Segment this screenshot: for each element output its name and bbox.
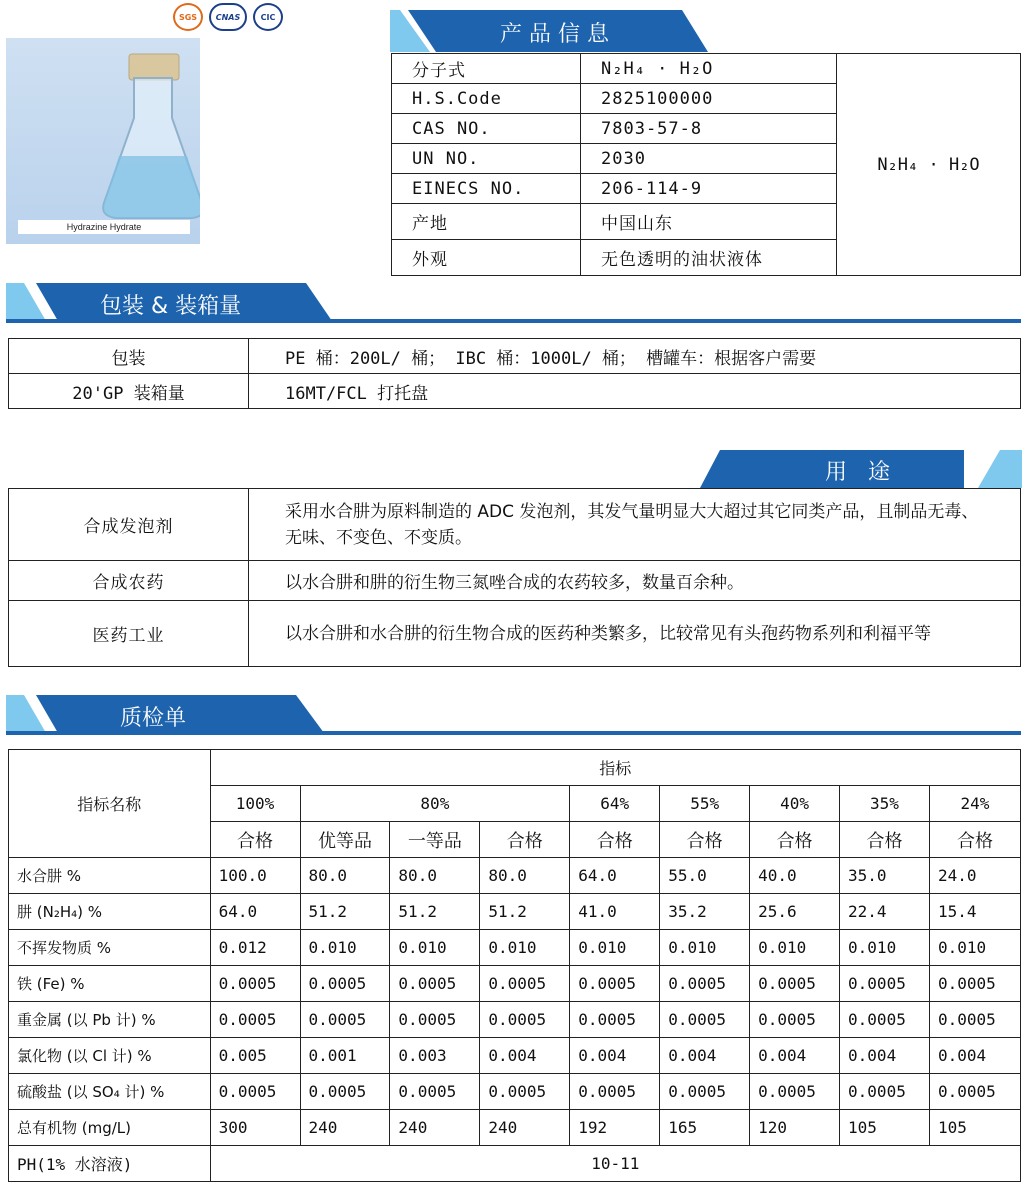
info-label: H.S.Code — [392, 84, 581, 114]
qc-concentration: 24% — [929, 786, 1020, 822]
info-value: 2030 — [581, 144, 837, 174]
packaging-title: 包装 & 装箱量 — [100, 294, 242, 319]
qc-cell: 40.0 — [750, 858, 840, 894]
qc-cell: 0.0005 — [210, 1074, 300, 1110]
qc-cell: 0.0005 — [660, 1002, 750, 1038]
qc-cell: 0.0005 — [210, 1002, 300, 1038]
qc-grade: 合格 — [480, 822, 570, 858]
usage-value: 以水合肼和水合肼的衍生物合成的医药种类繁多，比较常见有头孢药物系列和利福平等 — [249, 601, 1021, 667]
qc-cell: 0.004 — [480, 1038, 570, 1074]
qc-grade: 合格 — [570, 822, 660, 858]
qc-cell: 0.004 — [929, 1038, 1020, 1074]
usage-label: 医药工业 — [9, 601, 249, 667]
qc-cell: 0.010 — [390, 930, 480, 966]
qc-row — [9, 1074, 1021, 1110]
packaging-label: 20'GP 装箱量 — [9, 374, 249, 409]
packaging-table — [8, 338, 1021, 409]
usage-value: 以水合肼和肼的衍生物三氮唑合成的农药较多，数量百余种。 — [249, 561, 1021, 601]
qc-cell: 0.0005 — [840, 1074, 930, 1110]
qc-cell: 0.004 — [570, 1038, 660, 1074]
qc-cell: 0.0005 — [929, 1074, 1020, 1110]
qc-cell: 0.010 — [840, 930, 930, 966]
qc-grade: 合格 — [750, 822, 840, 858]
qc-cell: 0.012 — [210, 930, 300, 966]
qc-ph-value: 10-11 — [210, 1146, 1020, 1182]
qc-cell: 0.0005 — [750, 1002, 840, 1038]
qc-cell: 0.010 — [480, 930, 570, 966]
qc-cell: 24.0 — [929, 858, 1020, 894]
qc-cell: 0.0005 — [300, 1002, 390, 1038]
qc-cell: 51.2 — [300, 894, 390, 930]
qc-cell: 105 — [840, 1110, 930, 1146]
qc-cell: 0.0005 — [390, 1002, 480, 1038]
qc-row — [9, 966, 1021, 1002]
qc-ph-label: PH(1% 水溶液) — [9, 1146, 211, 1182]
info-value: 206-114-9 — [581, 174, 837, 204]
qc-grade: 优等品 — [300, 822, 390, 858]
qc-cell: 240 — [300, 1110, 390, 1146]
qc-table — [8, 749, 1021, 1182]
qc-cell: 0.0005 — [929, 966, 1020, 1002]
qc-cell: 80.0 — [390, 858, 480, 894]
info-value: 2825100000 — [581, 84, 837, 114]
qc-cell: 240 — [390, 1110, 480, 1146]
qc-cell: 0.005 — [210, 1038, 300, 1074]
qc-cell: 0.0005 — [840, 1002, 930, 1038]
qc-cell: 0.003 — [390, 1038, 480, 1074]
qc-cell: 22.4 — [840, 894, 930, 930]
qc-cell: 0.0005 — [840, 966, 930, 1002]
qc-cell: 0.0005 — [390, 966, 480, 1002]
packaging-value: 16MT/FCL 打托盘 — [249, 374, 1021, 409]
qc-row — [9, 894, 1021, 930]
qc-cell: 0.0005 — [570, 966, 660, 1002]
info-label: 产地 — [392, 204, 581, 240]
cic-logo: CIC — [253, 3, 283, 31]
qc-cell: 100.0 — [210, 858, 300, 894]
qc-row — [9, 1110, 1021, 1146]
qc-row-name: 氯化物 (以 Cl 计) % — [9, 1038, 211, 1074]
qc-cell: 64.0 — [570, 858, 660, 894]
qc-cell: 105 — [929, 1110, 1020, 1146]
qc-cell: 0.0005 — [210, 966, 300, 1002]
qc-row-name: 重金属 (以 Pb 计) % — [9, 1002, 211, 1038]
qc-cell: 51.2 — [480, 894, 570, 930]
qc-row-name: 总有机物 (mg/L) — [9, 1110, 211, 1146]
usage-label: 合成发泡剂 — [9, 489, 249, 561]
qc-cell: 0.004 — [660, 1038, 750, 1074]
certification-logos — [173, 2, 283, 32]
qc-cell: 0.0005 — [570, 1002, 660, 1038]
qc-cell: 0.0005 — [750, 966, 840, 1002]
qc-cell: 25.6 — [750, 894, 840, 930]
qc-grade: 合格 — [929, 822, 1020, 858]
qc-cell: 80.0 — [300, 858, 390, 894]
info-label: 分子式 — [392, 54, 581, 84]
qc-cell: 64.0 — [210, 894, 300, 930]
qc-cell: 0.001 — [300, 1038, 390, 1074]
qc-concentration: 100% — [210, 786, 300, 822]
packaging-value: PE 桶：200L/ 桶； IBC 桶：1000L/ 桶； 槽罐车：根据客户需要 — [249, 339, 1021, 374]
packaging-label: 包装 — [9, 339, 249, 374]
formula-display: N₂H₄ · H₂O — [837, 54, 1021, 276]
qc-cell: 0.0005 — [300, 966, 390, 1002]
qc-spec-header: 指标 — [210, 750, 1020, 786]
qc-cell: 0.0005 — [750, 1074, 840, 1110]
qc-concentration: 40% — [750, 786, 840, 822]
qc-cell: 0.010 — [929, 930, 1020, 966]
qc-grade: 合格 — [210, 822, 300, 858]
info-value: 无色透明的油状液体 — [581, 240, 837, 276]
qc-cell: 15.4 — [929, 894, 1020, 930]
qc-cell: 0.0005 — [660, 966, 750, 1002]
qc-cell: 0.0005 — [480, 1002, 570, 1038]
info-value: N₂H₄ · H₂O — [581, 54, 837, 84]
qc-name-header: 指标名称 — [9, 750, 211, 858]
qc-grade: 合格 — [840, 822, 930, 858]
qc-concentration: 80% — [300, 786, 570, 822]
qc-row-name: 铁 (Fe) % — [9, 966, 211, 1002]
info-label: UN NO. — [392, 144, 581, 174]
qc-row-name: 肼 (N₂H₄) % — [9, 894, 211, 930]
qc-cell: 192 — [570, 1110, 660, 1146]
qc-cell: 0.010 — [300, 930, 390, 966]
qc-row — [9, 1038, 1021, 1074]
qc-cell: 35.0 — [840, 858, 930, 894]
qc-cell: 0.004 — [840, 1038, 930, 1074]
qc-cell: 35.2 — [660, 894, 750, 930]
qc-cell: 0.0005 — [480, 1074, 570, 1110]
qc-cell: 55.0 — [660, 858, 750, 894]
product-info-table — [391, 53, 1021, 276]
qc-row — [9, 858, 1021, 894]
usage-title: 用 途 — [825, 460, 890, 485]
usage-value: 采用水合肼为原料制造的 ADC 发泡剂，其发气量明显大大超过其它同类产品，且制品无毒、无味、不变色、不变质。 — [249, 489, 1021, 561]
qc-cell: 80.0 — [480, 858, 570, 894]
qc-row — [9, 1002, 1021, 1038]
qc-cell: 300 — [210, 1110, 300, 1146]
product-info-title: 产 品 信 息 — [500, 22, 609, 47]
qc-cell: 0.010 — [570, 930, 660, 966]
qc-cell: 165 — [660, 1110, 750, 1146]
qc-cell: 0.0005 — [390, 1074, 480, 1110]
qc-grade: 合格 — [660, 822, 750, 858]
qc-cell: 51.2 — [390, 894, 480, 930]
flask-illustration — [6, 38, 200, 244]
usage-table — [8, 488, 1021, 667]
qc-row-name: 水合肼 % — [9, 858, 211, 894]
qc-row-name: 不挥发物质 % — [9, 930, 211, 966]
qc-cell: 0.004 — [750, 1038, 840, 1074]
product-photo — [6, 38, 200, 244]
qc-cell: 120 — [750, 1110, 840, 1146]
qc-cell: 0.0005 — [300, 1074, 390, 1110]
qc-cell: 0.010 — [750, 930, 840, 966]
sgs-logo: SGS — [173, 3, 203, 31]
qc-concentration: 55% — [660, 786, 750, 822]
qc-cell: 0.0005 — [660, 1074, 750, 1110]
qc-cell: 0.0005 — [570, 1074, 660, 1110]
cnas-logo: CNAS — [209, 3, 247, 31]
info-label: CAS NO. — [392, 114, 581, 144]
qc-title: 质检单 — [120, 706, 187, 731]
qc-row-name: 硫酸盐 (以 SO₄ 计) % — [9, 1074, 211, 1110]
info-value: 7803-57-8 — [581, 114, 837, 144]
info-label: 外观 — [392, 240, 581, 276]
info-label: EINECS NO. — [392, 174, 581, 204]
qc-cell: 0.0005 — [480, 966, 570, 1002]
photo-caption: Hydrazine Hydrate — [18, 220, 190, 234]
qc-concentration: 64% — [570, 786, 660, 822]
usage-label: 合成农药 — [9, 561, 249, 601]
qc-cell: 41.0 — [570, 894, 660, 930]
qc-cell: 0.0005 — [929, 1002, 1020, 1038]
qc-cell: 240 — [480, 1110, 570, 1146]
qc-row — [9, 930, 1021, 966]
qc-grade: 一等品 — [390, 822, 480, 858]
qc-cell: 0.010 — [660, 930, 750, 966]
qc-concentration: 35% — [840, 786, 930, 822]
info-value: 中国山东 — [581, 204, 837, 240]
